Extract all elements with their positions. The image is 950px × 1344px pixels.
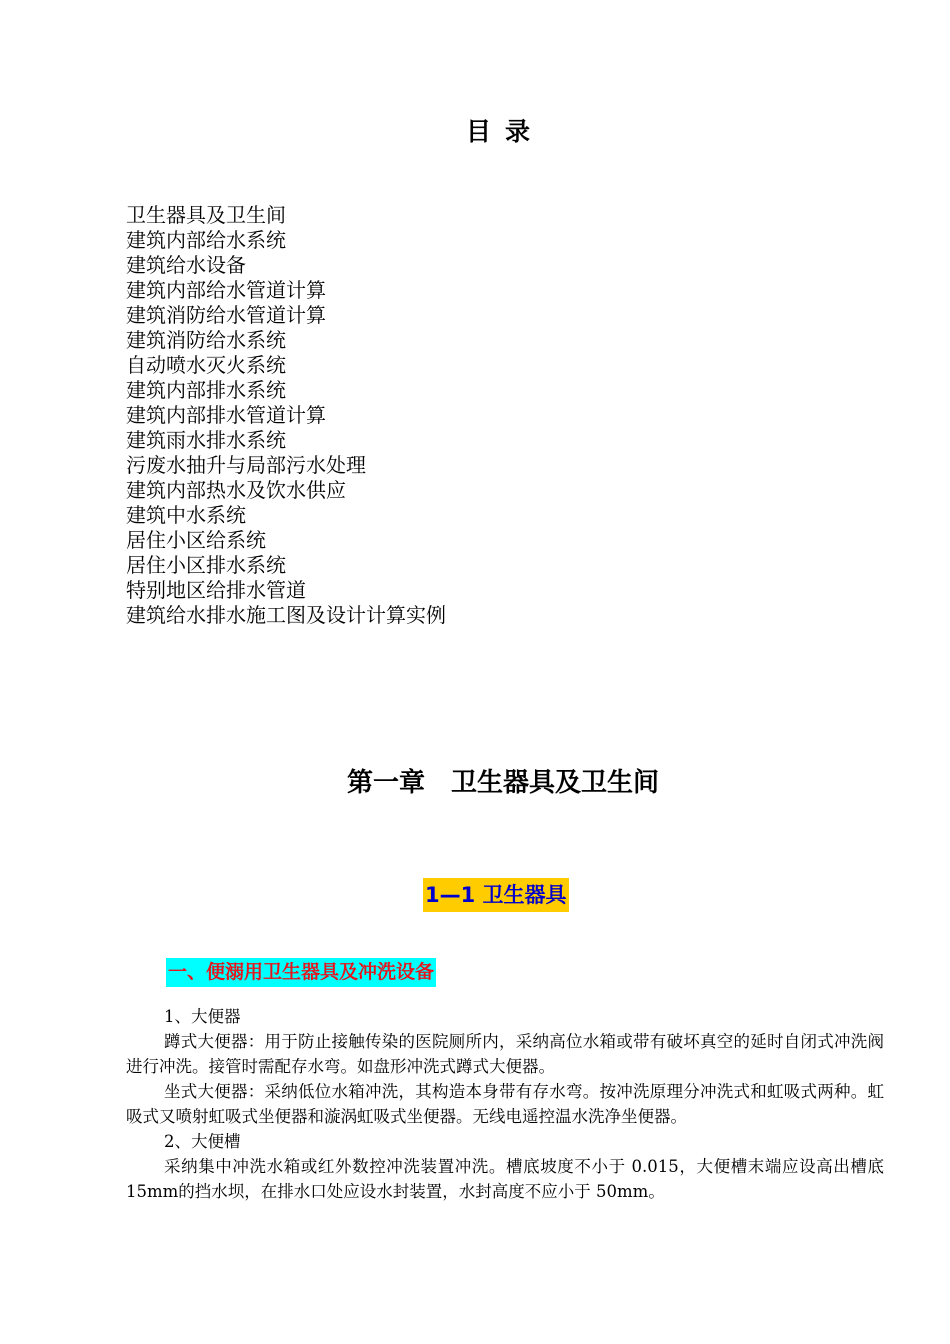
subsection-title: 一、便溺用卫生器具及冲洗设备 xyxy=(166,958,436,987)
paragraph: 坐式大便器：采纳低位水箱冲洗，其构造本身带有存水弯。按冲洗原理分冲洗式和虹吸式两种。虹吸式又喷射虹吸式坐便器和漩涡虹吸式坐便器。无线电遥控温水洗净坐便器。 xyxy=(126,1082,884,1126)
toc-item: 卫生器具及卫生间 xyxy=(126,203,286,227)
toc-item: 建筑给水设备 xyxy=(126,253,246,277)
chapter-title: 第一章 卫生器具及卫生间 xyxy=(346,768,659,798)
toc-item: 特别地区给排水管道 xyxy=(126,578,306,602)
toc-item: 居住小区给系统 xyxy=(126,528,266,552)
toc-item: 自动喷水灭火系统 xyxy=(126,353,286,377)
section-title: 1—1 卫生器具 xyxy=(423,878,569,912)
toc-item: 居住小区排水系统 xyxy=(126,553,286,577)
toc-item: 建筑消防给水管道计算 xyxy=(126,303,326,327)
toc-item: 建筑给水排水施工图及设计计算实例 xyxy=(126,603,446,627)
toc-item: 建筑内部热水及饮水供应 xyxy=(126,478,346,502)
toc-item: 建筑内部排水管道计算 xyxy=(126,403,326,427)
body-text xyxy=(126,1004,884,1204)
paragraph: 采纳集中冲洗水箱或红外数控冲洗装置冲洗。槽底坡度不小于 0.015，大便槽末端应设高出槽底 15mm的挡水坝，在排水口处应设水封装置，水封高度不应小于 50mm。 xyxy=(126,1157,884,1201)
toc-item: 污废水抽升与局部污水处理 xyxy=(126,453,366,477)
toc-list xyxy=(126,203,446,628)
paragraph: 2、大便槽 xyxy=(164,1132,241,1151)
toc-item: 建筑内部排水系统 xyxy=(126,378,286,402)
paragraph: 蹲式大便器：用于防止接触传染的医院厕所内，采纳高位水箱或带有破坏真空的延时自闭式冲洗阀进行冲洗。接管时需配存水弯。如盘形冲洗式蹲式大便器。 xyxy=(126,1032,884,1076)
toc-title: 目录 xyxy=(465,117,544,146)
toc-item: 建筑消防给水系统 xyxy=(126,328,286,352)
toc-item: 建筑内部给水系统 xyxy=(126,228,286,252)
toc-item: 建筑内部给水管道计算 xyxy=(126,278,326,302)
paragraph: 1、大便器 xyxy=(164,1007,241,1026)
toc-item: 建筑雨水排水系统 xyxy=(126,428,286,452)
toc-item: 建筑中水系统 xyxy=(126,503,246,527)
